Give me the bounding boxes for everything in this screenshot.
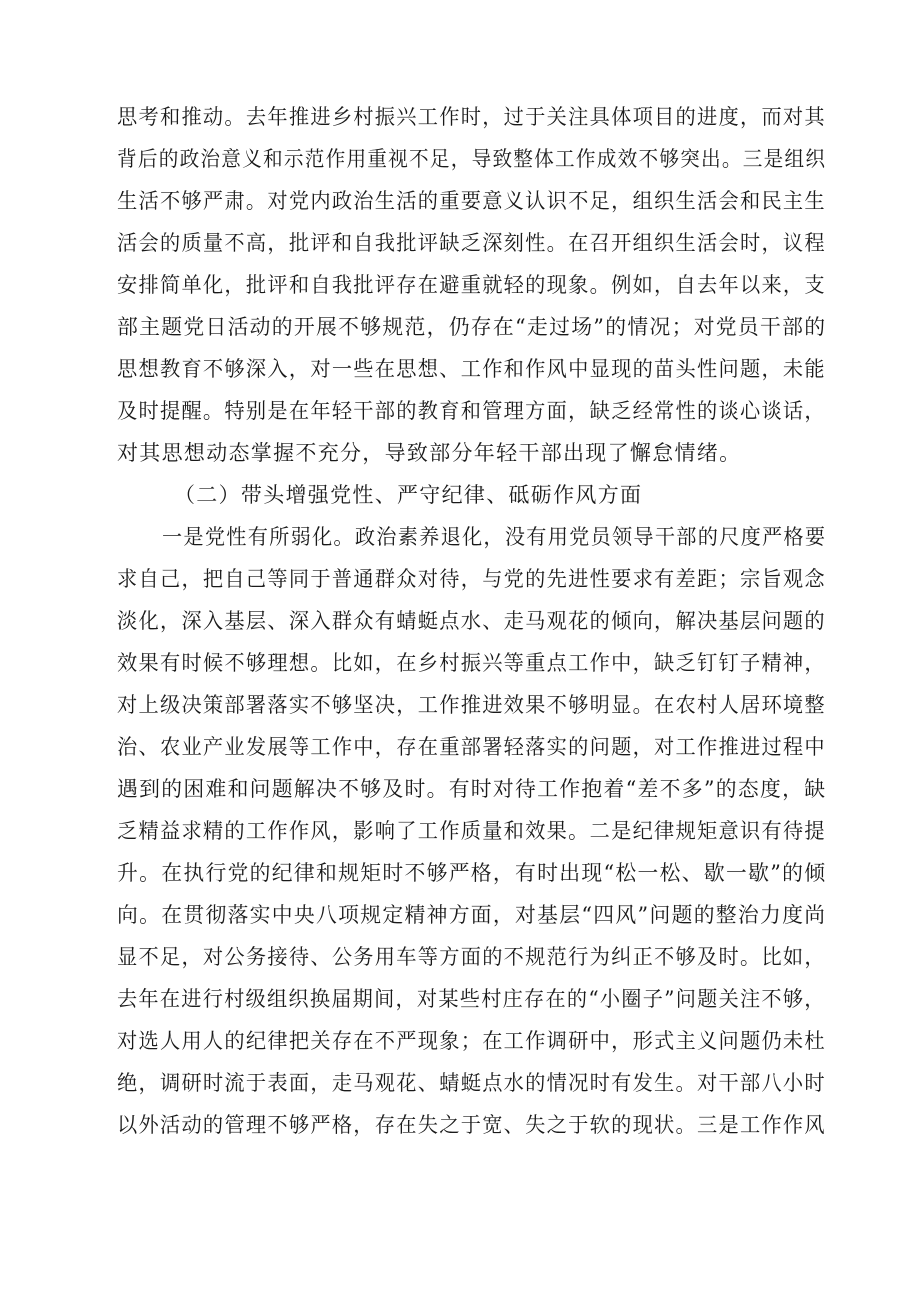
text-line: 背后的政治意义和示范作用重视不足，导致整体工作成效不够突出。三是组织 [117, 147, 827, 171]
text-line: 活会的质量不高，批评和自我批评缺乏深刻性。在召开组织生活会时，议程 [117, 231, 826, 255]
section-heading: （二）带头增强党性、严守纪律、砥砺作风方面 [174, 483, 643, 507]
text-line: 部主题党日活动的开展不够规范，仍存在“走过场”的情况；对党员干部的 [117, 315, 827, 339]
text-line: 对其思想动态掌握不充分，导致部分年轻干部出现了懈怠情绪。 [117, 441, 742, 465]
text-line: 效果有时候不够理想。比如，在乡村振兴等重点工作中，缺乏钉钉子精神， [117, 651, 826, 675]
text-line: 安排简单化，批评和自我批评存在避重就轻的现象。例如，自去年以来，支 [117, 273, 826, 297]
text-line: 求自己，把自己等同于普通群众对待，与党的先进性要求有差距；宗旨观念 [117, 567, 826, 591]
text-line: 淡化，深入基层、深入群众有蜻蜓点水、走马观花的倾向，解决基层问题的 [117, 609, 826, 633]
text-line: 治、农业产业发展等工作中，存在重部署轻落实的问题，对工作推进过程中 [117, 735, 826, 759]
text-line: 思想教育不够深入，对一些在思想、工作和作风中显现的苗头性问题，未能 [117, 357, 826, 381]
text-line: 向。在贯彻落实中央八项规定精神方面，对基层“四风”问题的整治力度尚 [117, 903, 827, 927]
text-line: 思考和推动。去年推进乡村振兴工作时，过于关注具体项目的进度，而对其 [117, 105, 826, 129]
text-line: 对选人用人的纪律把关存在不严现象；在工作调研中，形式主义问题仍未杜 [117, 1029, 826, 1053]
text-line: 一是党性有所弱化。政治素养退化，没有用党员领导干部的尺度严格要 [162, 525, 827, 549]
text-line: 升。在执行党的纪律和规矩时不够严格，有时出现“松一松、歇一歇”的倾 [117, 861, 827, 885]
text-line: 对上级决策部署落实不够坚决，工作推进效果不够明显。在农村人居环境整 [117, 693, 826, 717]
text-line: 显不足，对公务接待、公务用车等方面的不规范行为纠正不够及时。比如， [117, 945, 826, 969]
text-line: 及时提醒。特别是在年轻干部的教育和管理方面，缺乏经常性的谈心谈话， [117, 399, 826, 423]
text-line: 绝，调研时流于表面，走马观花、蜻蜓点水的情况时有发生。对干部八小时 [117, 1071, 826, 1095]
text-line: 遇到的困难和问题解决不够及时。有时对待工作抱着“差不多”的态度，缺 [117, 777, 827, 801]
text-line: 去年在进行村级组织换届期间，对某些村庄存在的“小圈子”问题关注不够， [117, 987, 826, 1011]
text-line: 以外活动的管理不够严格，存在失之于宽、失之于软的现状。三是工作作风 [117, 1113, 826, 1137]
text-line: 生活不够严肃。对党内政治生活的重要意义认识不足，组织生活会和民主生 [117, 189, 826, 213]
text-line: 乏精益求精的工作作风，影响了工作质量和效果。二是纪律规矩意识有待提 [117, 819, 826, 843]
